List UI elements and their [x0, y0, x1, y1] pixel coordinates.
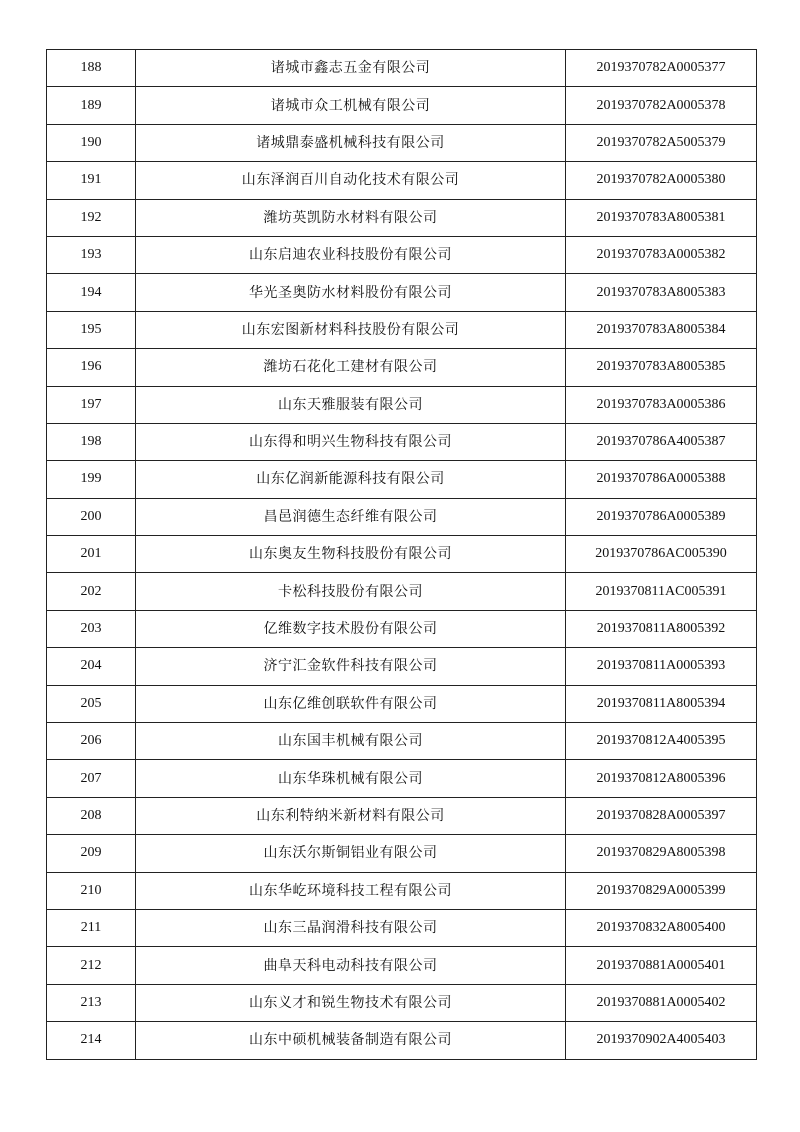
company-name-cell: 山东泽润百川自动化技术有限公司 [136, 162, 566, 199]
company-name-cell: 山东中硕机械装备制造有限公司 [136, 1022, 566, 1059]
registration-code-cell: 2019370829A8005398 [566, 835, 757, 872]
table-row [47, 349, 757, 386]
registry-table-body [47, 50, 757, 1060]
company-name-cell: 潍坊英凯防水材料有限公司 [136, 199, 566, 236]
registration-code-cell: 2019370783A8005384 [566, 311, 757, 348]
row-number-cell: 209 [47, 835, 136, 872]
company-name-cell: 卡松科技股份有限公司 [136, 573, 566, 610]
row-number-cell: 191 [47, 162, 136, 199]
company-name-cell: 山东利特纳米新材料有限公司 [136, 797, 566, 834]
row-number-cell: 199 [47, 461, 136, 498]
registration-code-cell: 2019370786A0005388 [566, 461, 757, 498]
row-number-cell: 214 [47, 1022, 136, 1059]
registration-code-cell: 2019370782A0005378 [566, 87, 757, 124]
row-number-cell: 202 [47, 573, 136, 610]
registration-code-cell: 2019370783A0005386 [566, 386, 757, 423]
table-row [47, 984, 757, 1021]
registration-code-cell: 2019370783A8005381 [566, 199, 757, 236]
company-name-cell: 山东华屹环境科技工程有限公司 [136, 872, 566, 909]
registration-code-cell: 2019370786A0005389 [566, 498, 757, 535]
company-name-cell: 山东义才和锐生物技术有限公司 [136, 984, 566, 1021]
registration-code-cell: 2019370812A4005395 [566, 723, 757, 760]
company-name-cell: 昌邑润德生态纤维有限公司 [136, 498, 566, 535]
table-row [47, 274, 757, 311]
company-name-cell: 山东宏图新材料科技股份有限公司 [136, 311, 566, 348]
registration-code-cell: 2019370832A8005400 [566, 909, 757, 946]
registration-code-cell: 2019370902A4005403 [566, 1022, 757, 1059]
table-row [47, 536, 757, 573]
company-name-cell: 华光圣奥防水材料股份有限公司 [136, 274, 566, 311]
row-number-cell: 208 [47, 797, 136, 834]
row-number-cell: 192 [47, 199, 136, 236]
table-row [47, 498, 757, 535]
row-number-cell: 190 [47, 124, 136, 161]
company-name-cell: 济宁汇金软件科技有限公司 [136, 648, 566, 685]
row-number-cell: 204 [47, 648, 136, 685]
row-number-cell: 212 [47, 947, 136, 984]
registration-code-cell: 2019370811A8005394 [566, 685, 757, 722]
registration-code-cell: 2019370881A0005401 [566, 947, 757, 984]
row-number-cell: 193 [47, 236, 136, 273]
table-row [47, 1022, 757, 1059]
row-number-cell: 203 [47, 610, 136, 647]
registration-code-cell: 2019370786A4005387 [566, 423, 757, 460]
row-number-cell: 198 [47, 423, 136, 460]
table-row [47, 835, 757, 872]
company-name-cell: 山东得和明兴生物科技有限公司 [136, 423, 566, 460]
table-row [47, 872, 757, 909]
registration-code-cell: 2019370783A8005383 [566, 274, 757, 311]
company-name-cell: 诸城市众工机械有限公司 [136, 87, 566, 124]
table-row [47, 87, 757, 124]
table-row [47, 50, 757, 87]
company-name-cell: 诸城市鑫志五金有限公司 [136, 50, 566, 87]
registration-code-cell: 2019370786AC005390 [566, 536, 757, 573]
table-row [47, 909, 757, 946]
row-number-cell: 211 [47, 909, 136, 946]
row-number-cell: 200 [47, 498, 136, 535]
row-number-cell: 207 [47, 760, 136, 797]
registration-code-cell: 2019370783A8005385 [566, 349, 757, 386]
table-row [47, 311, 757, 348]
registration-code-cell: 2019370828A0005397 [566, 797, 757, 834]
company-name-cell: 亿维数字技术股份有限公司 [136, 610, 566, 647]
company-name-cell: 山东三晶润滑科技有限公司 [136, 909, 566, 946]
table-row [47, 685, 757, 722]
registration-code-cell: 2019370782A5005379 [566, 124, 757, 161]
row-number-cell: 194 [47, 274, 136, 311]
table-row [47, 423, 757, 460]
registration-code-cell: 2019370782A0005380 [566, 162, 757, 199]
registration-code-cell: 2019370811A8005392 [566, 610, 757, 647]
table-row [47, 199, 757, 236]
row-number-cell: 210 [47, 872, 136, 909]
table-row [47, 723, 757, 760]
company-name-cell: 山东沃尔斯铜铝业有限公司 [136, 835, 566, 872]
company-name-cell: 诸城鼎泰盛机械科技有限公司 [136, 124, 566, 161]
row-number-cell: 188 [47, 50, 136, 87]
table-row [47, 236, 757, 273]
company-name-cell: 山东国丰机械有限公司 [136, 723, 566, 760]
company-name-cell: 山东亿维创联软件有限公司 [136, 685, 566, 722]
table-row [47, 797, 757, 834]
table-row [47, 461, 757, 498]
registration-code-cell: 2019370812A8005396 [566, 760, 757, 797]
registration-code-cell: 2019370829A0005399 [566, 872, 757, 909]
company-name-cell: 曲阜天科电动科技有限公司 [136, 947, 566, 984]
company-name-cell: 山东亿润新能源科技有限公司 [136, 461, 566, 498]
company-name-cell: 山东天雅服装有限公司 [136, 386, 566, 423]
row-number-cell: 206 [47, 723, 136, 760]
table-row [47, 648, 757, 685]
row-number-cell: 195 [47, 311, 136, 348]
company-registry-table [46, 49, 757, 1060]
company-name-cell: 山东奥友生物科技股份有限公司 [136, 536, 566, 573]
registration-code-cell: 2019370811AC005391 [566, 573, 757, 610]
row-number-cell: 205 [47, 685, 136, 722]
registration-code-cell: 2019370811A0005393 [566, 648, 757, 685]
registration-code-cell: 2019370881A0005402 [566, 984, 757, 1021]
table-row [47, 947, 757, 984]
table-row [47, 124, 757, 161]
company-name-cell: 山东启迪农业科技股份有限公司 [136, 236, 566, 273]
company-name-cell: 潍坊石花化工建材有限公司 [136, 349, 566, 386]
row-number-cell: 189 [47, 87, 136, 124]
table-row [47, 162, 757, 199]
table-row [47, 386, 757, 423]
table-row [47, 610, 757, 647]
table-row [47, 760, 757, 797]
row-number-cell: 213 [47, 984, 136, 1021]
registration-code-cell: 2019370782A0005377 [566, 50, 757, 87]
row-number-cell: 196 [47, 349, 136, 386]
company-name-cell: 山东华珠机械有限公司 [136, 760, 566, 797]
table-row [47, 573, 757, 610]
row-number-cell: 197 [47, 386, 136, 423]
registration-code-cell: 2019370783A0005382 [566, 236, 757, 273]
row-number-cell: 201 [47, 536, 136, 573]
